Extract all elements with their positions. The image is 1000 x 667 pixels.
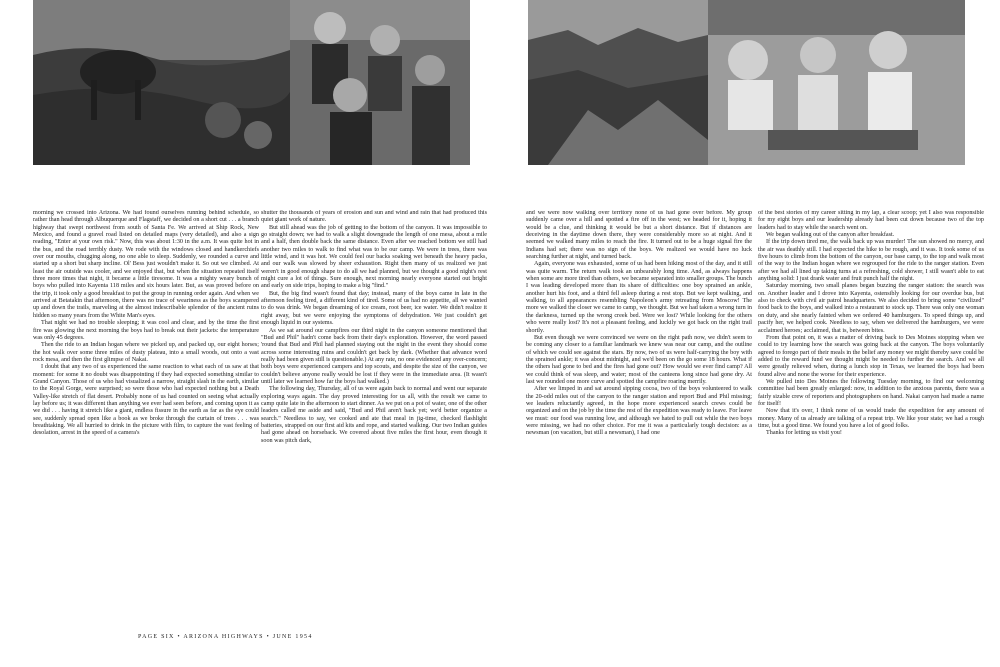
page-folio: PAGE SIX • ARIZONA HIGHWAYS • JUNE 1954 [138,634,313,640]
paragraph: Now that it's over, I think none of us would trade the expedition for any amount of money. Many of us already are talking of a repeat trip. We like your state; we had a rough time, but a good time. We found you have a lot of good folks. [758,408,984,429]
photo-desert-packhorse [33,0,290,165]
paragraph: But, the big find wasn't found that day; instead, many of the boys came in late in the afternoon feeling tired, a different kind of tired. Some of us had no appetite, all we wanted to do was drink. We began dreaming of ice cream, root beer, ice water. We didn't realize it right away, but we were enjoying the symptoms of dehydration. We just couldn't get enough liquid in our systems. [261,290,487,327]
paragraph: Saturday morning, two small planes began buzzing the ranger station: the search was on. Another leader and I drove into Kayenta, ostensibly looking for our overdue bus, but also to check with civil air patrol headquarters. We also decided to bring some "civilized" food back to the boys, and walked into a restaurant to stock up. There was only one woman on duty, and she nearly fainted when we ordered 40 hamburgers. To speed things up, and pacify her, we helped cook. Needless to say, when we delivered the hamburgers, we were acclaimed heroes; acclaimed, that is, between bites. [758,283,984,334]
paragraph: morning we crossed into Arizona. We had found ourselves running behind schedule, so rather than head through Albuquerque and Flagstaff, we decided on a short cut . . . a branch highway that swept northwest from south of Santa Fe. We arrived at Ship Rock, New Mexico, and found a gravel road listed on detailed maps (very detailed), and also a sign reading, "Enter at your own risk." Now, this was about 1:30 in the a.m. It was quite hot in the bus, and the road terribly dusty. We rode with the windows closed and handkerchiefs over our mouths, chugging along, no one able to sleep. Suddenly, we rounded a curve and started up a short but sharp incline. Ol' Bess just wouldn't make it. So out we climbed. At least the air outside was cooler, and we enjoyed that, but when the situation repeated itself three more times that night, it became a little tiresome. It was a mighty weary bunch of boys who pulled into Kayenta 118 miles and six hours later. But, as was proved before on the trip, it took only a good breakfast to put the group in running order again. And when we arrived at Betatakin that afternoon, there was no trace of weariness as the boys scampered up and down the trails, marveling at the almost indescribable splendor of the ancient ruins hidden so many years from the White Man's eyes. [33,210,259,319]
paragraph: and we were now walking over territory none of us had gone over before. My group suddenly came over a hill and spotted a fire off in the west; we headed for it, hoping it would be a clue, and thinking it would be but a short distance. But if distances are deceiving in the daytime down there, they were considerably more so at night. And it seemed we walked many miles to reach the fire. It turned out to be a huge signal fire the Indians had set; there was no sign of the boys. We realized we would have no luck searching further at night, and turned back. [526,210,752,261]
paragraph: Then the ride to an Indian hogan where we picked up, and packed up, our eight horses; the hot walk over some three miles of dusty plateau, into a small woods, out onto a vast rock mesa, and then the first glimpse of Nakai. [33,342,259,363]
paragraph: If the trip down tired me, the walk back up was murder! The sun showed no mercy, and the air was deathly still. I had expected the hike to be rough, and it was. It took some of us five hours to climb from the bottom of the canyon, our base camp, to the top and walk most of the way to the Indian hogan where we regrouped for the ride to the ranger station. Even after we had all lined up taking turns at a refreshing, cold shower, I still wasn't able to eat anything solid: I just drank water and fruit punch half the night. [758,239,984,283]
article-column-3 [526,210,752,628]
paragraph: of the best stories of my career sitting in my lap, a clear scoop; yet I also was responsible for my eight boys and our leadership already had been cut down because two of the top leaders had to stay while the search went on. [758,210,984,231]
paragraph: We began walking out of the canyon after breakfast. [766,232,895,239]
article-column-2 [261,210,487,628]
paragraph: Thanks for letting us visit you! [766,430,842,437]
paragraph: Again, everyone was exhausted, some of us had been hiking most of the day, and it still was quite warm. The return walk took an unbearably long time. And, as always happens when some are more tired than others, we became separated into smaller groups. The bunch I was leading developed more than its share of difficulties: one boy sprained an ankle, another hurt his foot, and a third fell asleep during a rest stop. But we kept walking, and walking, to all appearances resembling Napoleon's army retreating from Moscow! The more we walked the closer we came to camp, we thought. But we had taken a wrong turn in the darkness, turned up the wrong creek bed. Were we lost? While looking for the others who were really lost? It's not a pleasant feeling, and luckily we got back on the right trail shortly. [526,261,752,334]
paragraph: I doubt that any two of us experienced the same reaction to what each of us saw at that moment: for some it no doubt was disappointing if they had expected something similar to Grand Canyon. Those of us who had visualized a narrow, straight slash in the earth, similar to the Royal Gorge, were surprised; so were those who had expected nothing but a Death Valley-like stretch of flat desert. Probably none of us had counted on seeing what actually lay before us; it was different than anything we ever had seen before, and coming upon it as we did . . . having it stretch like a giant, endless fissure in the earth as far as the eye could see, suddenly spread open like a book as we broke through the curtain of trees . . . was breathtaking. We all hurried to drink in the picture with film, to capture the vast feeling of desolation, arrest in the speed of a camera's [33,364,259,437]
photo-canyon-landscape [528,0,708,165]
article-column-1 [33,210,259,628]
paragraph: After we limped in and sat around sipping cocoa, two of the boys volunteered to walk the 20-odd miles out of the canyon to the ranger station and report Bud and Phil missing; we leaders reluctantly agreed, in the hope more experienced search crews could be organized and on the job by the time the rest of the expedition was ready to leave. For leave we must: our food was running low, and although we hated to pull out while the two boys were missing, we had no other choice. For me it was a particularly tough decision: as a newsman (on vacation, but still a newsman), I had one [526,386,752,437]
paragraph: We pulled into Des Moines the following Tuesday morning, to find our welcoming committee had been greatly enlarged: now, in addition to the anxious parents, there was a fairly sizable crew of reporters and photographers on hand. Nakai canyon had made a name for itself! [758,378,984,407]
paragraph: But even though we were convinced we were on the right path now, we didn't seem to be coming any closer to a familiar landmark we knew was near our camp, and the outline of which we could see against the stars. By now, two of us were half-carrying the boy with the sprained ankle; it was about midnight, and we'd been on the go some 18 hours. What if the others had gone to bed and the fires had gone out? How would we ever find camp? All we could think of was sleep, and water; most of the canteens long since had gone dry. At last we rounded one more curve and spotted the campfire roaring merrily. [526,334,752,385]
photo-boys-group [290,0,470,165]
paragraph: From that point on, it was a matter of driving back to Des Moines stopping when we could to try learning how the search was going back at the canyon. The boys voluntarily agreed to forego part of their meals in the belief any money we might thereby save could be added to the reward fund we thought might be needed to further the search. And we all were greatly relieved when, during a lunch stop in Texas, we learned the boys had been found alive and none the worse for their experience. [758,334,984,378]
article-column-4 [758,210,984,628]
paragraph: shutter the thousands of years of erosion and sun and wind and rain that had produced this quiet giant work of nature. [261,210,487,224]
paragraph: The following day, Thursday, all of us were again back to normal and went our separate exploring ways again. The day proved interesting for us all, with the result we came to camp quite late in the afternoon to start dinner. As we put on a pot of water, one of the other leaders called me aside and said, "Bud and Phil aren't back yet; we'd better organize a search." Needless to say, we cooked and ate that meal in jig-time, checked flashlight batteries, strapped on our first aid kits and rope, and started walking. Our two Indian guides had gone ahead on horseback. We covered about five miles the first hour, even though it soon was pitch dark, [261,386,487,444]
paragraph: But still ahead was the job of getting to the bottom of the canyon. It was impossible to go straight down; we had to walk a slight downgrade the length of one mesa, about a mile and a half, then double back the same distance. Even after we reached bottom we still had another two miles to walk to find what was to be our camp. We were in trees, there was little wind, and it was hot. We could feel our backs soaking wet beneath the heavy packs, and our walk was slowed by sheer exhaustion. Right then many of us realized we just weren't in good enough shape to do all we had planned, but we thought a good night's rest might cure a lot of things. Sure enough, next morning nearly everyone started out bright and early on side trips, hoping to make a big "find." [261,224,487,290]
photo-boys-eating [708,0,965,165]
paragraph: As we sat around our campfires our third night in the canyon someone mentioned that "Bud and Phil" hadn't come back from their day's exploration. However, the word passed 'round that Bud and Phil had planned staying out the night in the event they should come across some interesting ruins and couldn't get back by dark. (Whether that advance word really had been given still is questionable.) At any rate, no one evidenced any over-concern; both boys were experienced campers and top scouts, and despite the size of the canyon, we couldn't believe anyone really would be lost if they were in the immediate area. (It wasn't until later we learned how far the boys had walked.) [261,327,487,385]
paragraph: That night we had no trouble sleeping; it was cool and clear, and by the time the first fire was glowing the next morning the boys had to break out their jackets: the temperature was only 45 degrees. [33,320,259,341]
